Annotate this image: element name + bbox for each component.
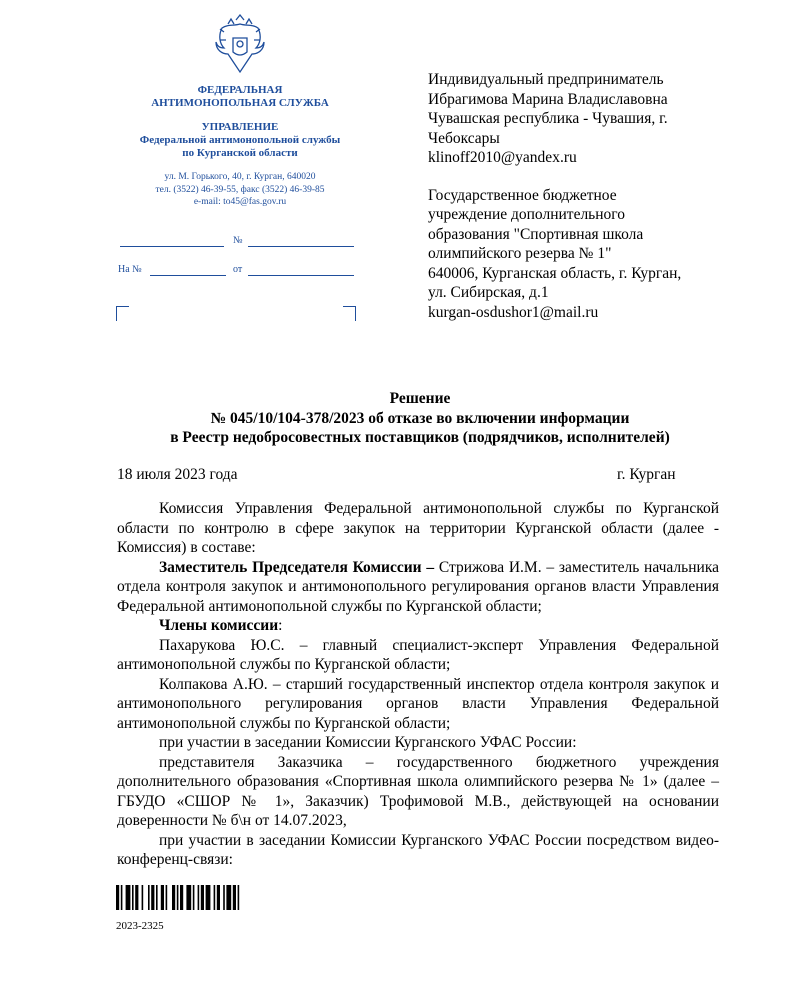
letterhead-contacts xyxy=(110,171,370,209)
decision-title xyxy=(80,389,760,448)
paragraph: Пахарукова Ю.С. – главный специалист-эксперт Управления Федеральной антимонопольной службы по Курганской области; xyxy=(117,636,719,673)
barcode-bar xyxy=(217,885,220,910)
outgoing-date-line xyxy=(248,246,354,247)
title-line-1: Решение xyxy=(389,390,451,407)
reply-number-line xyxy=(150,275,226,276)
title-line-3: в Реестр недобросовестных поставщиков (подрядчиков, исполнителей) xyxy=(170,429,670,446)
paragraph xyxy=(117,616,719,636)
paragraph: представителя Заказчика – государственного бюджетного учреждения дополнительного образования «Спортивная школа олимпийского резерва № 1» (далее – ГБУДО «СШОР № 1», Заказчик) Трофимовой М.В., действующей на основании доверенности № б\н от 14.07.2023, xyxy=(117,753,719,829)
paragraph: Комиссия Управления Федеральной антимонопольной службы по Курганской области по контролю в сфере закупок на территории Курганской области (далее - Комиссия) в составе: xyxy=(117,500,719,556)
title-line-2: № 045/10/104-378/2023 об отказе во включении информации xyxy=(210,409,630,427)
barcode-bar xyxy=(121,885,123,910)
reply-to-number-label: На № xyxy=(118,264,142,275)
paragraph: Колпакова А.Ю. – старший государственный инспектор отдела контроля закупок и антимонопольного регулирования органов власти Управления Федеральной антимонопольной службы по Курганской области; xyxy=(117,675,719,732)
barcode-bar xyxy=(223,885,225,910)
addressee-1-line: Индивидуальный предприниматель xyxy=(428,71,664,88)
addressee-2-line: олимпийского резерва № 1" xyxy=(428,245,612,262)
barcode-bar xyxy=(132,885,134,910)
barcode-bar xyxy=(198,885,200,910)
addressee-2-line: Государственное бюджетное xyxy=(428,186,617,204)
barcode-bar xyxy=(151,885,154,910)
addressee-2-line: учреждение дополнительного xyxy=(428,206,626,223)
barcode-bar xyxy=(172,885,175,910)
addressee-1-email: klinoff2010@yandex.ru xyxy=(428,149,577,166)
members-colon: : xyxy=(278,617,283,634)
addressee-1-line: Ибрагимова Марина Владиславовна xyxy=(428,90,668,108)
dept-line-1: УПРАВЛЕНИЕ xyxy=(201,121,279,133)
service-line-2: АНТИМОНОПОЛЬНАЯ СЛУЖБА xyxy=(151,97,329,109)
barcode-bar xyxy=(206,885,211,910)
barcode-bar xyxy=(226,885,231,910)
dept-line-2: Федеральной антимонопольной службы xyxy=(139,134,341,146)
dept-line-3: по Курганской области xyxy=(182,147,298,159)
paragraph: при участии в заседании Комиссии Курганского УФАС России посредством видео-конференц-связи: xyxy=(117,831,719,868)
barcode-bar xyxy=(186,885,191,910)
russian-coat-of-arms-icon xyxy=(214,14,266,76)
address-corner-left xyxy=(116,306,129,321)
members-label: Члены комиссии xyxy=(159,617,279,634)
deputy-chair-label: Заместитель Председателя Комиссии – xyxy=(159,558,435,576)
addressee-2-line: 640006, Курганская область, г. Курган, xyxy=(428,264,682,282)
letterhead-phones: тел. (3522) 46-39-55, факс (3522) 46-39-85 xyxy=(155,184,325,195)
letterhead-service xyxy=(110,84,370,110)
barcode-bar xyxy=(161,885,164,910)
barcode-bar xyxy=(214,885,216,910)
addressee-1-line: Чебоксары xyxy=(428,129,500,147)
outgoing-number-line xyxy=(120,246,224,247)
barcode-bar xyxy=(156,885,158,910)
decision-city: г. Курган xyxy=(617,466,676,483)
reply-date-line xyxy=(248,275,354,276)
addressee-block xyxy=(428,70,728,322)
number-label: № xyxy=(233,235,243,246)
barcode-bar xyxy=(135,885,138,910)
letterhead-department xyxy=(110,121,370,160)
reply-date-label: от xyxy=(233,264,243,275)
barcode-number: 2023-2325 xyxy=(116,920,164,932)
decision-date: 18 июля 2023 года xyxy=(117,466,238,483)
barcode-bar xyxy=(148,885,150,910)
addressee-1 xyxy=(428,70,728,168)
paragraph xyxy=(117,558,719,617)
service-line-1: ФЕДЕРАЛЬНАЯ xyxy=(197,84,283,96)
barcode xyxy=(116,885,316,910)
barcode-bar xyxy=(201,885,204,910)
barcode-bar xyxy=(116,885,119,910)
decision-body xyxy=(117,499,719,870)
barcode-bar xyxy=(193,885,195,910)
barcode-bar xyxy=(142,885,144,910)
barcode-bar xyxy=(233,885,236,910)
address-corner-right xyxy=(343,306,356,321)
deputy-chair-text: Стрижова И.М. – заместитель начальника отдела контроля закупок и антимонопольного регулирования органов власти Управления Федеральной антимонопольной службы по Курганской области; xyxy=(117,558,719,615)
paragraph: при участии в заседании Комиссии Курганского УФАС России: xyxy=(159,734,577,751)
addressee-2-email: kurgan-osdushor1@mail.ru xyxy=(428,303,599,321)
addressee-1-line: Чувашская республика - Чувашия, г. xyxy=(428,110,668,127)
barcode-bar xyxy=(238,885,240,910)
letterhead-address: ул. М. Горького, 40, г. Курган, 640020 xyxy=(164,172,316,182)
addressee-2-line: образования "Спортивная школа xyxy=(428,225,644,243)
letterhead-email: e-mail: to45@fas.gov.ru xyxy=(193,197,287,207)
addressee-2-line: ул. Сибирская, д.1 xyxy=(428,284,549,301)
barcode-bar xyxy=(166,885,168,910)
addressee-2 xyxy=(428,186,728,323)
barcode-bar xyxy=(180,885,183,910)
barcode-bar xyxy=(126,885,131,910)
barcode-bar xyxy=(177,885,179,910)
